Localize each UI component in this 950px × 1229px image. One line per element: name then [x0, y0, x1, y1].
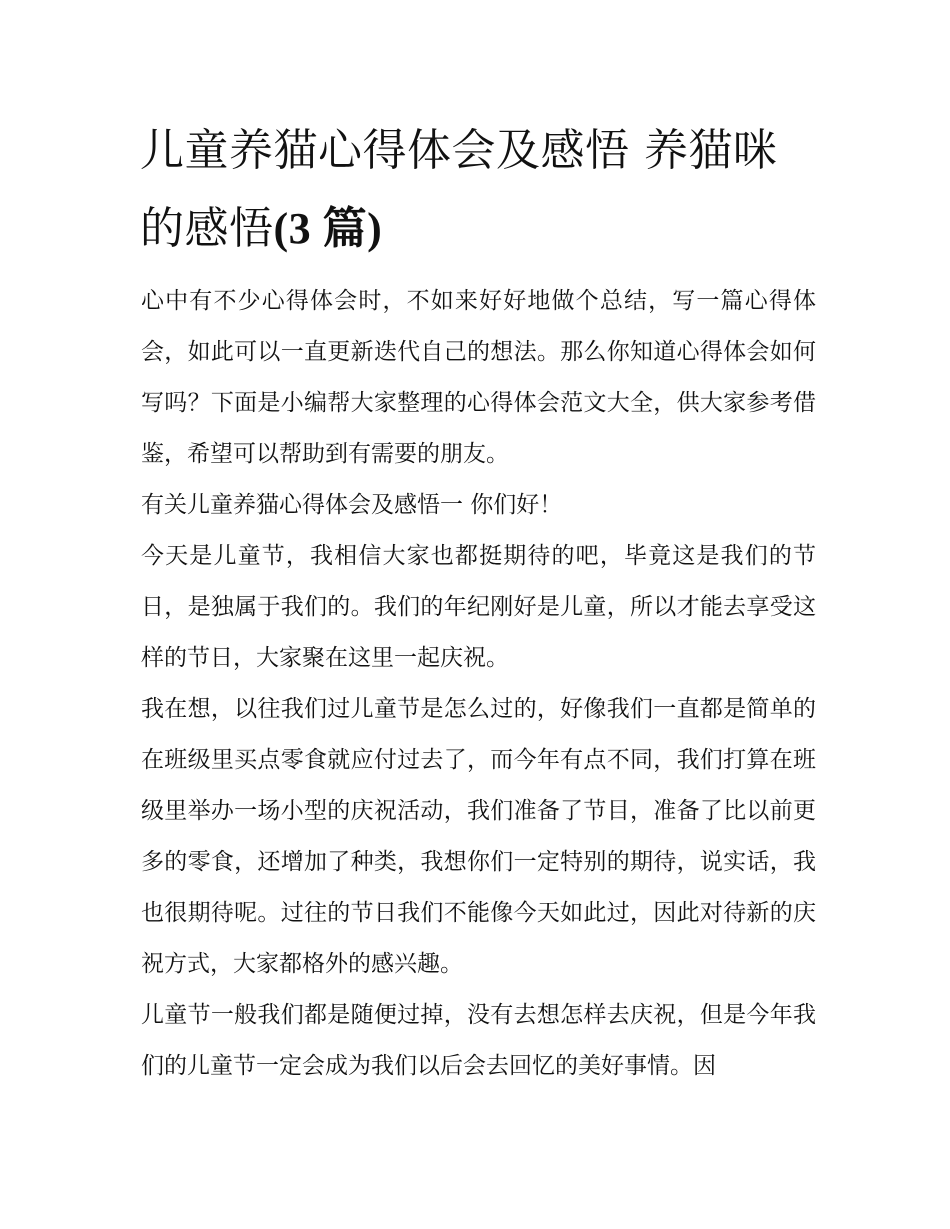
paragraph: 今天是儿童节，我相信大家也都挺期待的吧，毕竟这是我们的节日，是独属于我们的。我们的年纪刚好是儿童，所以才能去享受这样的节日，大家聚在这里一起庆祝。 [141, 543, 816, 671]
document-title-count: (3 篇) [273, 204, 383, 253]
document-title [140, 112, 820, 268]
paragraph: 我在想，以往我们过儿童节是怎么过的，好像我们一直都是简单的在班级里买点零食就应付过去了，而今年有点不同，我们打算在班级里举办一场小型的庆祝活动，我们准备了节目，准备了比以前更多的零食，还增加了种类，我想你们一定特别的期待，说实话，我也很期待呢。过往的节日我们不能像今天如此过，因此对待新的庆祝方式，大家都格外的感兴趣。 [141, 696, 816, 977]
paragraph-section-heading: 有关儿童养猫心得体会及感悟一 你们好！ [141, 492, 563, 518]
paragraph-intro: 心中有不少心得体会时，不如来好好地做个总结，写一篇心得体会，如此可以一直更新迭代自己的想法。那么你知道心得体会如何写吗？下面是小编帮大家整理的心得体会范文大全，供大家参考借鉴，希望可以帮助到有需要的朋友。 [141, 288, 816, 467]
document-body [141, 276, 816, 1092]
document-title-text: 儿童养猫心得体会及感悟 养猫咪的感悟 [140, 125, 778, 254]
paragraph: 儿童节一般我们都是随便过掉，没有去想怎样去庆祝，但是今年我们的儿童节一定会成为我们以后会去回忆的美好事情。因 [141, 1002, 816, 1079]
